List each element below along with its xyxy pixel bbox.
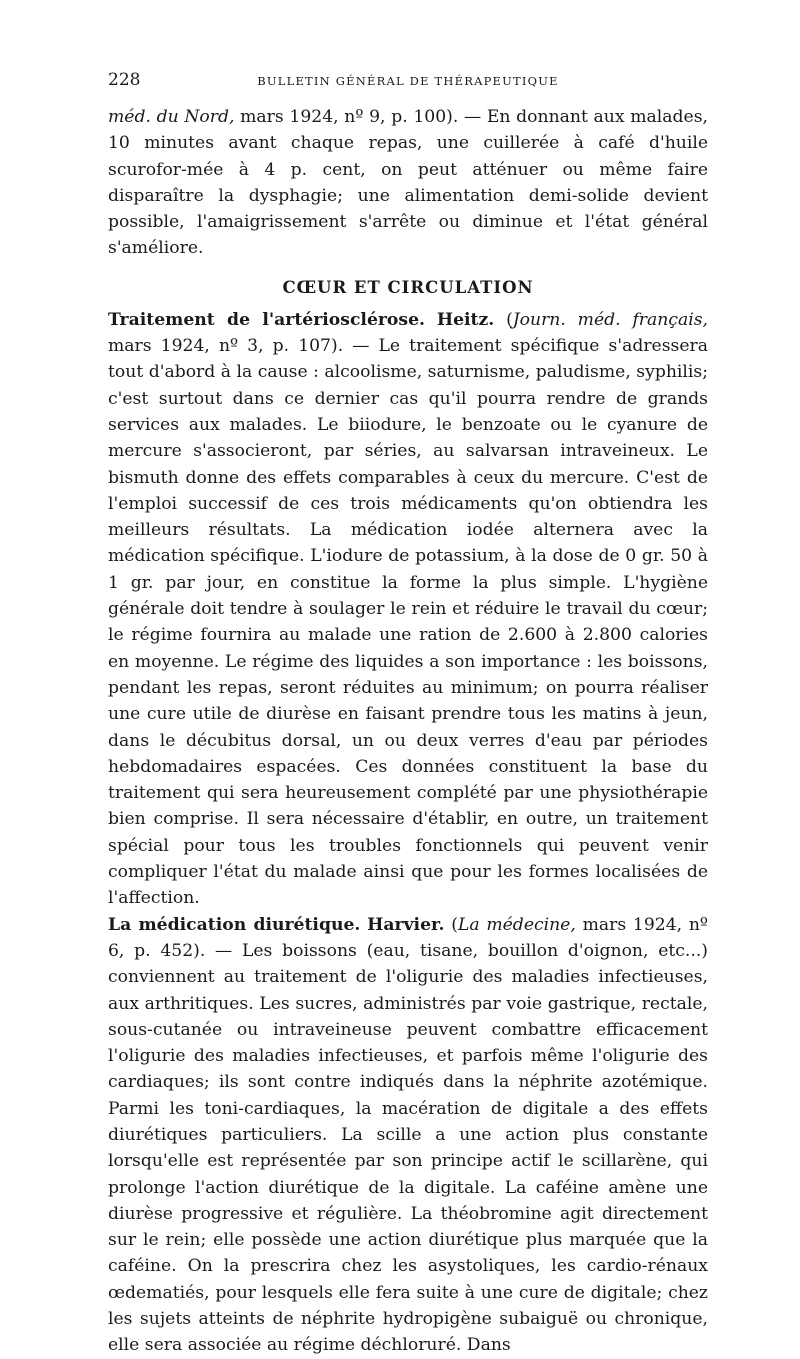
- intro-source: méd. du Nord,: [108, 107, 235, 127]
- entry-text: mars 1924, nº 3, p. 107). — Le traitement spécifique s'adressera tout d'abord à la cause : alcoolisme, saturnisme, paludisme, syphilis; c'est surtout dans ce dernier cas qu'il pourra rendre de grands services aux malades. Le biiodure, le benzoate ou le cyanure de mercure s'associeront, par séries, au salvarsan intraveineux. Le bismuth donne des effets comparables à ceux du mercure. C'est de l'emploi successif de ces trois médicaments qu'on obtiendra les meilleurs résultats. La médication iodée alternera avec la médication spécifique. L'iodure de potassium, à la dose de 0 gr. 50 à 1 gr. par jour, en constitue la forme la plus simple. L'hygiène générale doit tendre à soulager le rein et réduire le travail du cœur; le régime fournira au malade une ration de 2.600 à 2.800 calories en moyenne. Le régime des liquides a son importance : les boissons, pendant les repas, seront réduites au minimum; on pourra réaliser une cure utile de diurèse en faisant prendre tous les matins à jeun, dans le décubitus dorsal, un ou deux verres d'eau par périodes hebdomadaires espacées. Ces données constituent la base du traitement qui sera heureusement complété par une physiothérapie bien comprise. Il sera nécessaire d'établir, en outre, un traitement spécial pour tous les troubles fonctionnels qui peuvent venir compliquer l'état du malade ainsi que pour les formes localisées de l'affection.: [108, 336, 708, 909]
- entry-title: Traitement de l'artériosclérose.: [108, 309, 425, 330]
- entry-source: Journ. méd. français,: [512, 309, 708, 330]
- entry-author: Heitz.: [436, 309, 495, 330]
- journal-title: BULLETIN GÉNÉRAL DE THÉRAPEUTIQUE: [257, 74, 559, 88]
- page-number: 228: [108, 70, 141, 90]
- intro-text: mars 1924, nº 9, p. 100). — En donnant aux malades, 10 minutes avant chaque repas, une cuillerée à café d'huile scurofor-mée à 4 p. cent, on peut atténuer ou même faire disparaître la dysphagie; une alimentation demi-solide devient possible, l'amaigrissement s'arrête ou diminue et l'état général s'améliore.: [108, 107, 708, 259]
- entry-medication-diuretique: [108, 912, 708, 1359]
- entry-arteriosclerose: [108, 307, 708, 912]
- entry-title: La médication diurétique.: [108, 914, 361, 935]
- entry-source-open: (: [494, 309, 513, 330]
- entry-source: La médecine,: [457, 914, 576, 935]
- section-heading: CŒUR ET CIRCULATION: [282, 277, 534, 297]
- running-head: [108, 70, 708, 90]
- entry-text: mars 1924, nº 6, p. 452). — Les boissons (eau, tisane, bouillon d'oignon, etc...) conviennent au traitement de l'oligurie des maladies infectieuses, aux arthritiques. Les sucres, administrés par voie gastrique, rectale, sous-cutanée ou intraveineuse peuvent combattre efficacement l'oligurie des maladies infectieuses, et parfois même l'oligurie des cardiaques; ils sont contre indiqués dans la néphrite azotémique. Parmi les toni-cardiaques, la macération de digitale a des effets diurétiques particuliers. La scille a une action plus constante lorsqu'elle est représentée par son principe actif le scillarène, qui prolonge l'action diurétique de la digitale. La caféine amène une diurèse progressive et régulière. La théobromine agit directement sur le rein; elle possède une action diurétique plus marquée que la caféine. On la prescrira chez les asystoliques, les cardio-rénaux œdematiés, pour lesquels elle fera suite à une cure de digitale; chez les sujets atteints de néphrite hydropigène subaiguë ou chronique, elle sera associée au régime déchloruré. Dans: [108, 914, 708, 1356]
- entry-author: Harvier.: [367, 914, 445, 935]
- intro-paragraph: [108, 104, 708, 262]
- entry-source-open: (: [444, 914, 458, 935]
